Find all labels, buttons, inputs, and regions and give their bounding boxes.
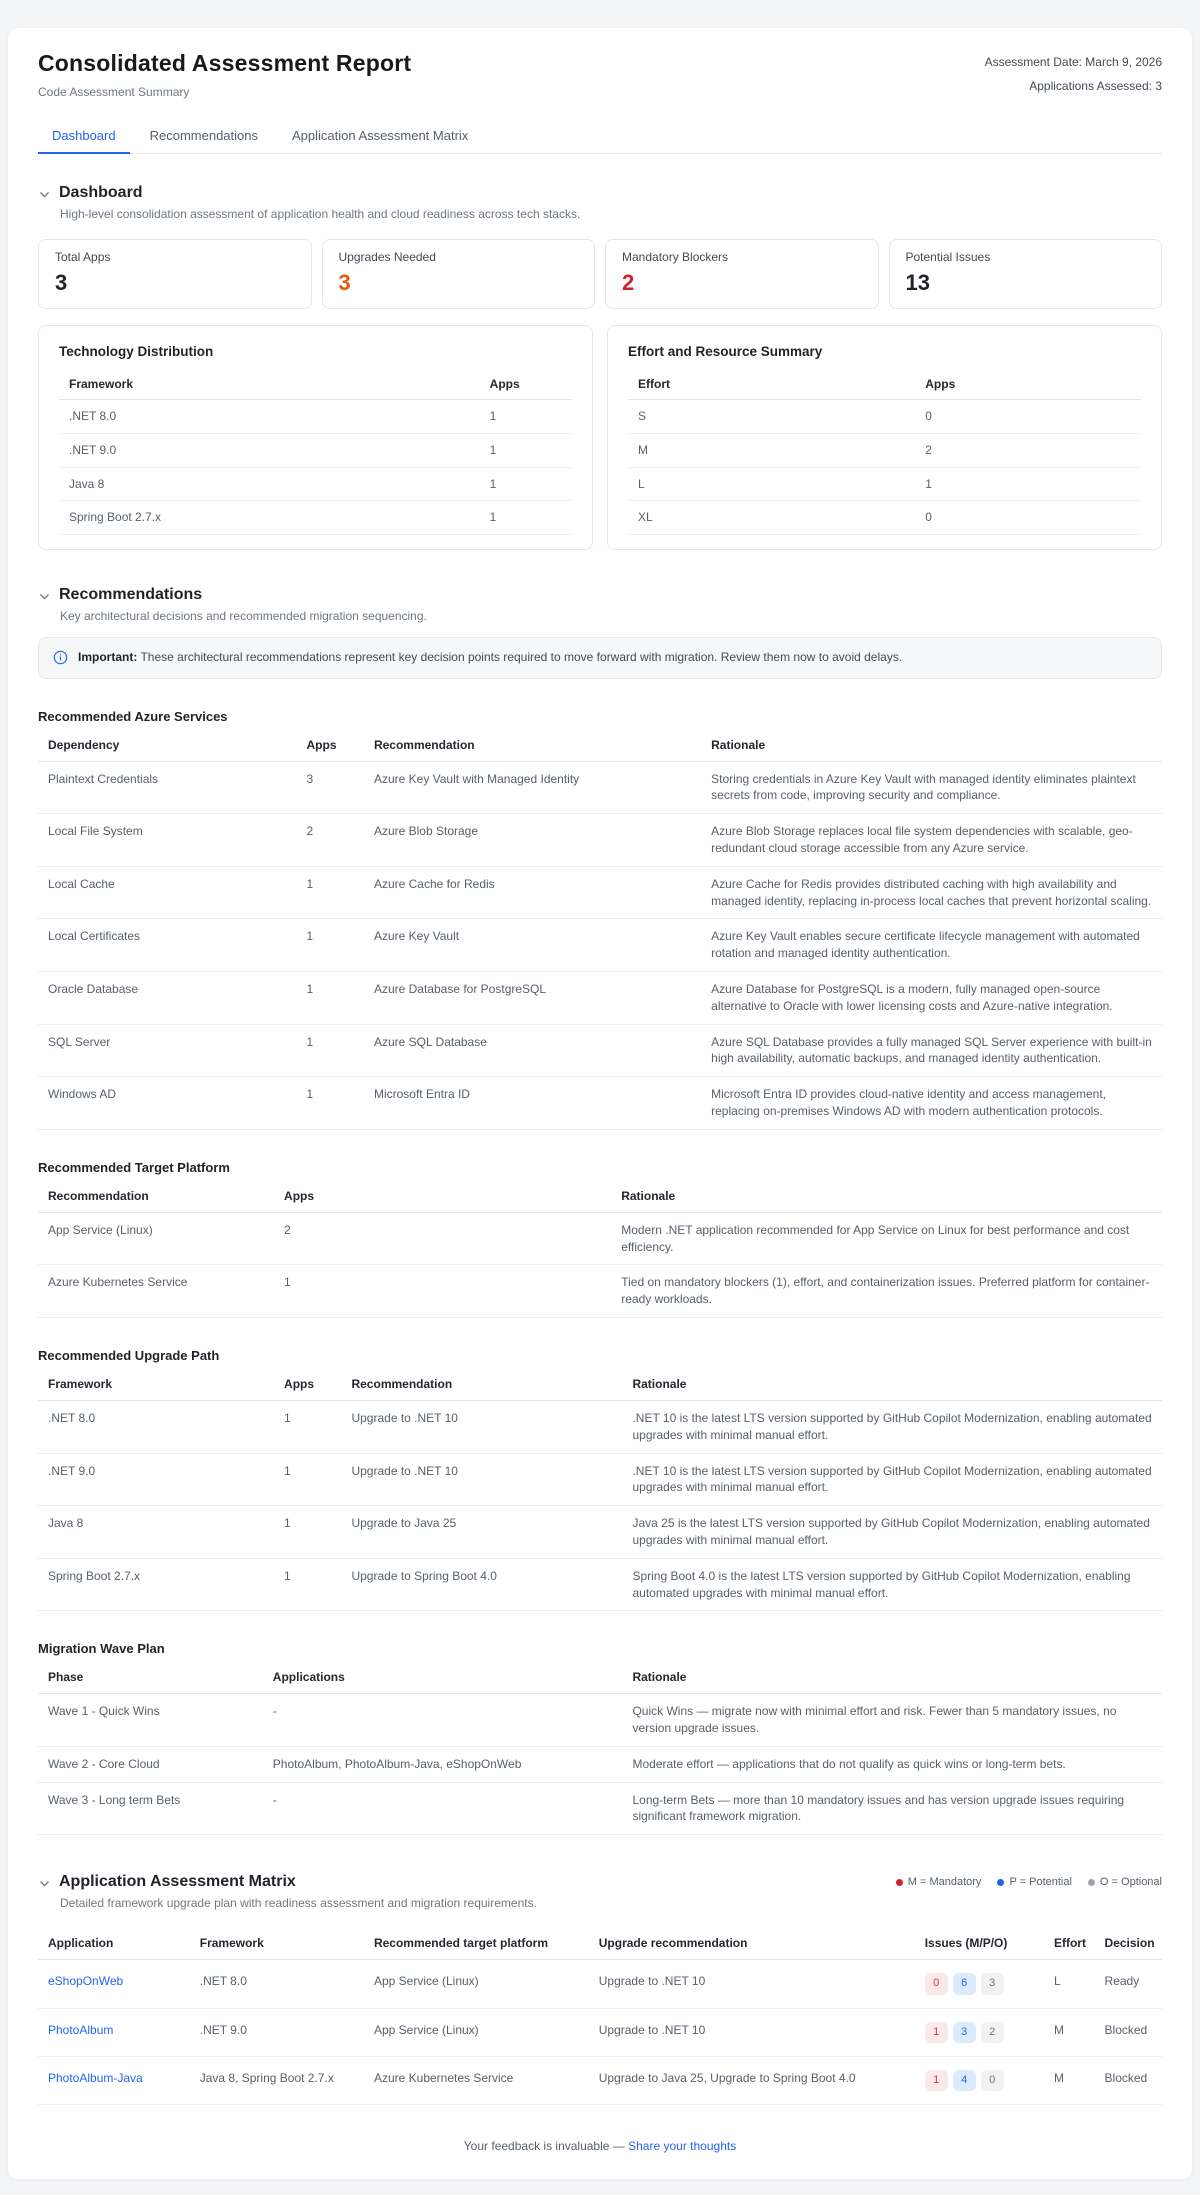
table-cell: - [263,1694,623,1747]
table-cell: 2 [297,814,364,867]
table-row [38,1746,1162,1782]
legend-dot [997,1879,1004,1886]
dashboard-section-head [38,184,1162,202]
column-header: Recommendation [38,1179,274,1213]
legend-label: O = Optional [1099,1876,1162,1889]
table-cell: 1 [915,467,1141,501]
table-cell: PhotoAlbum, PhotoAlbum-Java, eShopOnWeb [263,1746,623,1782]
subsection-title-wave-plan: Migration Wave Plan [38,1641,165,1657]
stat-value: 2 [622,270,635,295]
table-cell: 1 [480,467,572,501]
feedback-link[interactable]: Share your thoughts [628,2139,737,2154]
table-cell: S [628,400,915,434]
table-row [38,1077,1162,1130]
panel-title: Effort and Resource Summary [628,344,823,359]
target-platform-table [38,1179,1162,1318]
issues-cell [915,2057,1044,2105]
page-header [38,50,1162,99]
column-header: Rationale [611,1179,1162,1213]
table-cell: 1 [274,1506,341,1559]
framework-cell: .NET 8.0 [190,1960,364,2008]
table-cell: Spring Boot 2.7.x [59,501,480,535]
platform-cell: Azure Kubernetes Service [364,2057,589,2105]
decision-cell: Blocked [1095,2057,1162,2105]
table-header-row [59,369,572,400]
application-link[interactable]: PhotoAlbum-Java [48,2071,143,2086]
table-cell: .NET 10 is the latest LTS version supported by GitHub Copilot Modernization, enabling automated upgrades with minimal manual effort. [622,1400,1162,1453]
column-header: Recommended target platform [364,1926,589,1960]
mandatory-issues-badge: 1 [925,2022,948,2043]
table-cell: Wave 2 - Core Cloud [38,1746,263,1782]
table-cell: Azure Blob Storage replaces local file system dependencies with scalable, geo-redundant cloud storage accessible from any Azure service. [701,814,1162,867]
table-cell: Local Certificates [38,919,297,972]
table-cell: Local Cache [38,866,297,919]
table-cell: Spring Boot 4.0 is the latest LTS version supported by GitHub Copilot Modernization, enabling automated upgrades with minimal manual effort. [622,1558,1162,1611]
column-header: Framework [59,369,480,400]
column-header: Apps [297,728,364,762]
upgrade-cell: Upgrade to .NET 10 [589,2008,915,2056]
table-header-row [38,728,1162,762]
table-header-row [38,1179,1162,1213]
column-header: Rationale [701,728,1162,762]
azure-services-table [38,728,1162,1130]
upgrade-cell: Upgrade to .NET 10 [589,1960,915,2008]
upgrade-path-table [38,1367,1162,1611]
issues-legend [896,1876,1162,1888]
table-cell: .NET 9.0 [59,433,480,467]
table-row [38,866,1162,919]
table-row [38,1453,1162,1506]
optional-issues-badge: 0 [981,2070,1004,2091]
technology-distribution-table [59,369,572,535]
section-matrix [38,1873,1162,2105]
table-cell: Long-term Bets — more than 10 mandatory issues and has version upgrade issues requiring significant framework migration. [622,1782,1162,1835]
table-cell: 1 [297,971,364,1024]
subsection-title-upgrade-path: Recommended Upgrade Path [38,1347,220,1363]
matrix-description: Detailed framework upgrade plan with readiness assessment and migration requirements. [60,1896,537,1911]
table-cell: 3 [297,761,364,814]
table-row [59,467,572,501]
table-row [628,400,1141,434]
stat-card-mandatory-blockers [605,239,879,309]
mandatory-issues-badge: 0 [925,1973,948,1994]
stat-label: Upgrades Needed [338,250,436,264]
table-cell: - [263,1782,623,1835]
decision-cell: Blocked [1095,2008,1162,2056]
dashboard-description: High-level consolidation assessment of application health and cloud readiness across tech stacks. [60,207,581,221]
table-row [38,1558,1162,1611]
table-cell: Azure Database for PostgreSQL is a modern, fully managed open-source alternative to Oracle with lower licensing costs and Azure-native integration. [701,971,1162,1024]
potential-issues-badge: 4 [953,2070,976,2091]
table-row [59,400,572,434]
matrix-heading-group [38,1873,296,1891]
table-header-row [38,1660,1162,1694]
table-cell: Upgrade to .NET 10 [341,1453,622,1506]
stat-value: 3 [55,270,68,295]
issues-cell [915,2008,1044,2056]
subsection-title-target-platform: Recommended Target Platform [38,1159,230,1175]
column-header: Recommendation [341,1367,622,1401]
column-header: Apps [480,369,572,400]
table-cell: SQL Server [38,1024,297,1077]
table-cell: Upgrade to Java 25 [341,1506,622,1559]
table-row [38,761,1162,814]
table-cell: 1 [297,1024,364,1077]
dashboard-panels [38,325,1162,550]
table-cell: Azure Key Vault with Managed Identity [364,761,701,814]
column-header: Framework [38,1367,274,1401]
feedback-footer [38,2139,1162,2153]
matrix-header-row [38,1926,1162,1960]
legend-item-optional [1088,1876,1162,1888]
table-cell: Azure Cache for Redis [364,866,701,919]
table-row [38,1265,1162,1318]
matrix-row [38,2057,1162,2105]
table-row [38,919,1162,972]
section-dashboard [38,184,1162,550]
table-cell: Moderate effort — applications that do not qualify as quick wins or long-term bets. [622,1746,1162,1782]
matrix-section-head [38,1873,1162,1891]
table-cell: 1 [274,1453,341,1506]
stat-card-potential-issues [889,239,1163,309]
table-cell: Java 25 is the latest LTS version supported by GitHub Copilot Modernization, enabling automated upgrades with minimal manual effort. [622,1506,1162,1559]
table-cell: 1 [297,866,364,919]
application-link[interactable]: eShopOnWeb [48,1974,124,1989]
table-cell: .NET 8.0 [38,1400,274,1453]
banner-message: These architectural recommendations represent key decision points required to move forward with migration. Review them now to avoid delays. [140,650,903,665]
table-cell: Plaintext Credentials [38,761,297,814]
table-row [38,1694,1162,1747]
effort-cell: M [1044,2057,1095,2105]
info-icon [53,650,68,665]
table-row [38,1400,1162,1453]
table-cell: Spring Boot 2.7.x [38,1558,274,1611]
title-block [38,50,411,99]
column-header: Phase [38,1660,263,1694]
stat-value: 3 [338,270,351,295]
table-row [38,971,1162,1024]
table-cell: Azure SQL Database [364,1024,701,1077]
column-header: Effort [628,369,915,400]
column-header: Apps [274,1367,341,1401]
column-header: Dependency [38,728,297,762]
upgrade-cell: Upgrade to Java 25, Upgrade to Spring Boot 4.0 [589,2057,915,2105]
application-cell [38,1960,190,2008]
column-header: Recommendation [364,728,701,762]
table-row [59,501,572,535]
tab-application-assessment-matrix[interactable]: Application Assessment Matrix [278,119,482,154]
stat-label: Mandatory Blockers [622,250,729,264]
table-cell: Azure Blob Storage [364,814,701,867]
table-cell: Tied on mandatory blockers (1), effort, and containerization issues. Preferred platform for container-ready workloads. [611,1265,1162,1318]
table-cell: 1 [274,1400,341,1453]
table-cell: Upgrade to .NET 10 [341,1400,622,1453]
table-cell: Azure Cache for Redis provides distributed caching with high availability and managed identity, replacing in-process local caches that prevent horizontal scaling. [701,866,1162,919]
table-cell: 1 [480,400,572,434]
table-row [38,1506,1162,1559]
assessment-date: Assessment Date: March 9, 2026 [984,55,1162,69]
section-recommendations [38,586,1162,1835]
panel-title: Technology Distribution [59,344,214,359]
panel-effort-summary [607,325,1162,550]
table-cell: 1 [297,1077,364,1130]
matrix-heading: Application Assessment Matrix [59,1873,296,1891]
potential-issues-badge: 3 [953,2022,976,2043]
table-cell: Azure Key Vault [364,919,701,972]
matrix-row [38,2008,1162,2056]
column-header: Decision [1095,1926,1162,1960]
applications-assessed: Applications Assessed: 3 [1029,79,1162,93]
platform-cell: App Service (Linux) [364,2008,589,2056]
table-cell: Quick Wins — migrate now with minimal effort and risk. Fewer than 5 mandatory issues, no version upgrade issues. [622,1694,1162,1747]
table-cell: 1 [274,1265,611,1318]
legend-dot [896,1879,903,1886]
stat-card-upgrades-needed [322,239,596,309]
table-header-row [38,1367,1162,1401]
table-cell: 2 [915,433,1141,467]
potential-issues-badge: 6 [953,1973,976,1994]
dashboard-heading: Dashboard [59,184,143,201]
chevron-down-icon[interactable] [38,1877,51,1890]
report-card [8,28,1192,2179]
table-cell: Azure Kubernetes Service [38,1265,274,1318]
panel-technology-distribution [38,325,593,550]
table-row [38,1024,1162,1077]
application-link[interactable]: PhotoAlbum [48,2022,114,2037]
table-cell: Wave 1 - Quick Wins [38,1694,263,1747]
table-cell: Local File System [38,814,297,867]
banner-text [78,649,902,666]
table-cell: Microsoft Entra ID [364,1077,701,1130]
table-cell: Storing credentials in Azure Key Vault with managed identity eliminates plaintext secrets from code, improving security and compliance. [701,761,1162,814]
table-cell: M [628,433,915,467]
table-cell: .NET 10 is the latest LTS version supported by GitHub Copilot Modernization, enabling automated upgrades with minimal manual effort. [622,1453,1162,1506]
table-cell: 1 [480,433,572,467]
table-cell: .NET 9.0 [38,1453,274,1506]
table-cell: Java 8 [38,1506,274,1559]
table-cell: Microsoft Entra ID provides cloud-native identity and access management, replacing on-premises Windows AD with modern authentication protocols. [701,1077,1162,1130]
chevron-down-icon[interactable] [38,590,51,603]
stat-card-total-apps [38,239,312,309]
table-cell: App Service (Linux) [38,1212,274,1265]
framework-cell: .NET 9.0 [190,2008,364,2056]
platform-cell: App Service (Linux) [364,1960,589,2008]
application-cell [38,2008,190,2056]
table-header-row [628,369,1141,400]
table-row [628,467,1141,501]
column-header: Issues (M/P/O) [915,1926,1044,1960]
legend-item-mandatory [896,1876,982,1888]
table-row [38,1782,1162,1835]
table-cell: .NET 8.0 [59,400,480,434]
table-cell: 0 [915,400,1141,434]
table-cell: Wave 3 - Long term Bets [38,1782,263,1835]
page-subtitle: Code Assessment Summary [38,85,190,99]
stat-value: 13 [905,270,930,295]
table-row [59,433,572,467]
table-row [38,1212,1162,1265]
header-meta [985,50,1162,98]
footer-text: Your feedback is invaluable — [463,2139,625,2154]
assessment-matrix-table [38,1926,1162,2105]
application-cell [38,2057,190,2105]
table-row [38,814,1162,867]
wave-plan-table [38,1660,1162,1835]
table-cell: Java 8 [59,467,480,501]
optional-issues-badge: 3 [981,1973,1004,1994]
page-title: Consolidated Assessment Report [38,50,412,76]
effort-cell: M [1044,2008,1095,2056]
stat-cards [38,239,1162,309]
legend-label: M = Mandatory [907,1876,982,1889]
column-header: Apps [915,369,1141,400]
table-cell: 1 [480,501,572,535]
table-cell: XL [628,501,915,535]
table-cell: Azure SQL Database provides a fully managed SQL Server experience with built-in high availability, automatic backups, and managed identity authentication. [701,1024,1162,1077]
subsection-title-azure-services: Recommended Azure Services [38,708,228,724]
recommendations-section-head [38,586,1162,604]
table-cell: Azure Key Vault enables secure certificate lifecycle management with automated rotation and managed identity authentication. [701,919,1162,972]
table-cell: Oracle Database [38,971,297,1024]
issues-cell [915,1960,1044,2008]
tab-dashboard[interactable]: Dashboard [38,119,130,154]
table-cell: 0 [915,501,1141,535]
effort-cell: L [1044,1960,1095,2008]
table-cell: 1 [274,1558,341,1611]
table-cell: 1 [297,919,364,972]
tab-recommendations[interactable]: Recommendations [136,119,272,154]
table-cell: Upgrade to Spring Boot 4.0 [341,1558,622,1611]
legend-item-potential [997,1876,1071,1888]
table-cell: Modern .NET application recommended for App Service on Linux for best performance and cost efficiency. [611,1212,1162,1265]
legend-dot [1088,1879,1095,1886]
column-header: Upgrade recommendation [589,1926,915,1960]
table-row [628,433,1141,467]
banner-label: Important: [78,650,138,665]
column-header: Applications [263,1660,623,1694]
column-header: Rationale [622,1660,1162,1694]
optional-issues-badge: 2 [981,2022,1004,2043]
recommendations-description: Key architectural decisions and recommended migration sequencing. [60,609,427,624]
column-header: Application [38,1926,190,1960]
tab-bar [38,119,1162,154]
recommendations-heading: Recommendations [59,586,203,604]
info-banner [38,637,1162,678]
mandatory-issues-badge: 1 [925,2070,948,2091]
table-cell: Windows AD [38,1077,297,1130]
matrix-row [38,1960,1162,2008]
decision-cell: Ready [1095,1960,1162,2008]
legend-label: P = Potential [1009,1876,1072,1889]
table-cell: 2 [274,1212,611,1265]
chevron-down-icon[interactable] [38,188,51,201]
column-header: Rationale [622,1367,1162,1401]
stat-label: Total Apps [55,250,111,264]
table-cell: L [628,467,915,501]
column-header: Framework [190,1926,364,1960]
stat-label: Potential Issues [905,250,991,264]
table-row [628,501,1141,535]
effort-summary-table [628,369,1141,535]
column-header: Apps [274,1179,611,1213]
column-header: Effort [1044,1926,1095,1960]
table-cell: Azure Database for PostgreSQL [364,971,701,1024]
framework-cell: Java 8, Spring Boot 2.7.x [190,2057,364,2105]
